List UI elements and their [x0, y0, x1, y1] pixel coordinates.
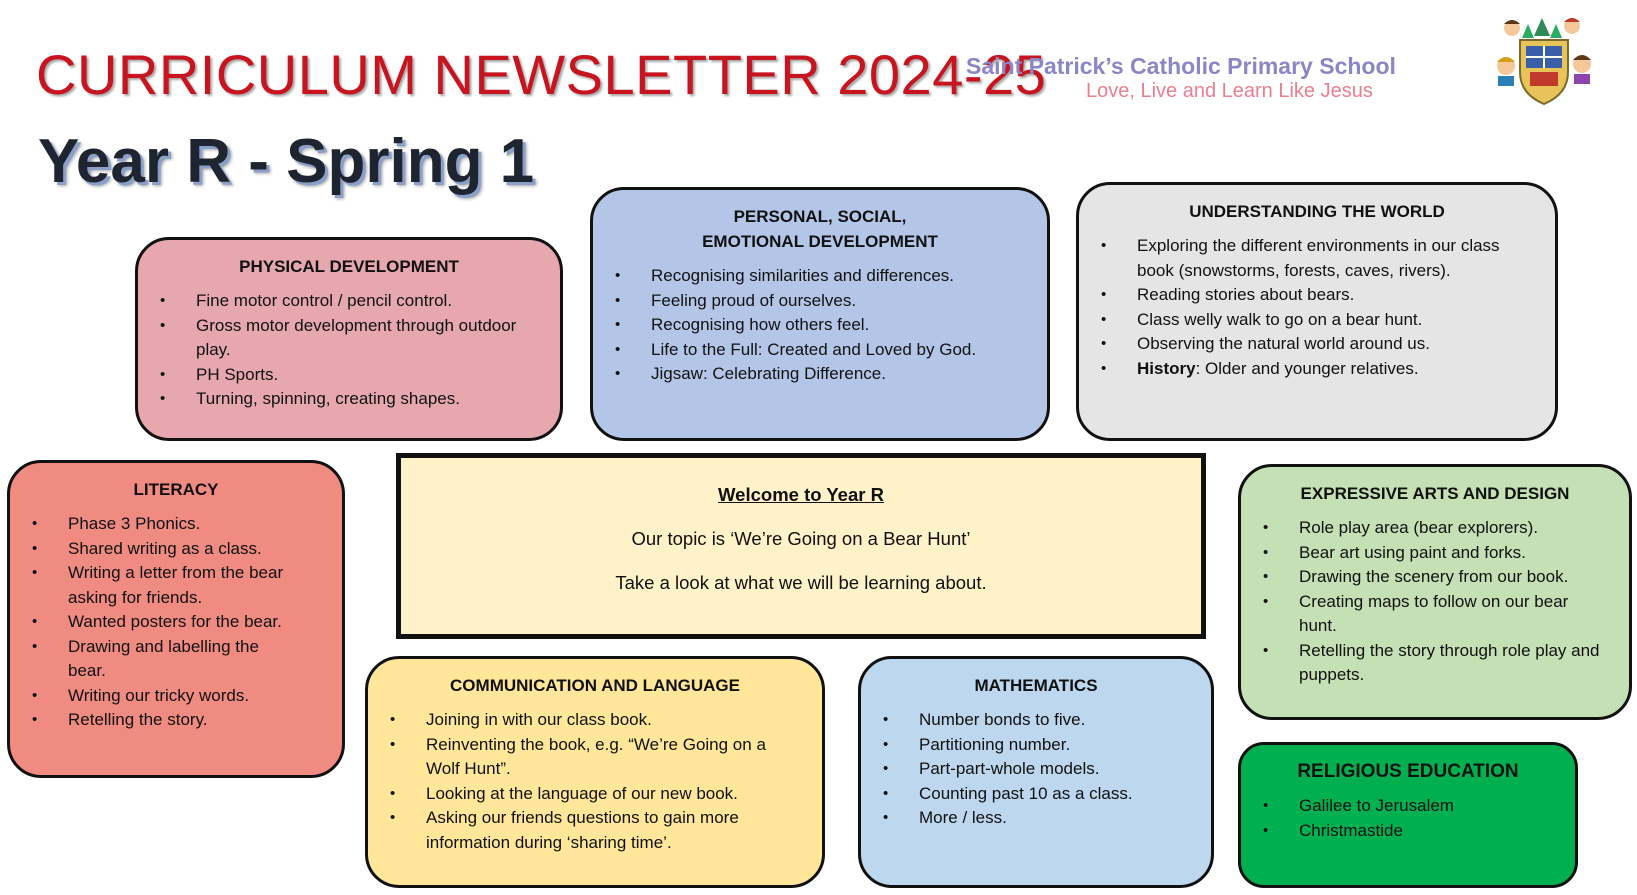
school-motto: Love, Live and Learn Like Jesus — [1086, 80, 1373, 102]
list-item: • Exploring the different environments in our class book (snowstorms, forests, caves, rivers). — [1101, 234, 1533, 283]
list-item: • Recognising similarities and differences. — [615, 264, 1025, 289]
list-item: • Reinventing the book, e.g. “We’re Going on a Wolf Hunt”. — [390, 733, 800, 782]
list-item: • Feeling proud of ourselves. — [615, 289, 1025, 314]
expressive-arts-box — [1238, 464, 1632, 720]
list-item: • Creating maps to follow on our bear hunt. — [1263, 590, 1607, 639]
list-item: • Reading stories about bears. — [1101, 283, 1533, 308]
list-item — [1101, 357, 1533, 382]
list-item: • Life to the Full: Created and Loved by God. — [615, 338, 1025, 363]
mathematics-box — [858, 656, 1214, 888]
box-title: LITERACY — [133, 480, 219, 499]
communication-language-box — [365, 656, 825, 888]
box-title: PHYSICAL DEVELOPMENT — [239, 257, 459, 276]
list-item: • Bear art using paint and forks. — [1263, 541, 1607, 566]
list-item: • Galilee to Jerusalem — [1263, 794, 1553, 819]
list-item: • Asking our friends questions to gain more information during ‘sharing time’. — [390, 806, 800, 855]
list-item: • Number bonds to five. — [883, 708, 1189, 733]
bullet-list — [1263, 794, 1553, 843]
list-item: • Gross motor development through outdoor play. — [160, 314, 538, 363]
list-item: • Phase 3 Phonics. — [32, 512, 320, 537]
bullet-list — [32, 512, 320, 733]
box-title: MATHEMATICS — [974, 676, 1098, 695]
religious-education-box — [1238, 742, 1578, 888]
history-label: History — [1137, 358, 1196, 378]
list-item: • Fine motor control / pencil control. — [160, 289, 538, 314]
understanding-world-box — [1076, 182, 1558, 441]
box-title: PERSONAL, SOCIAL, EMOTIONAL DEVELOPMENT — [702, 207, 938, 251]
bullet-list — [160, 289, 538, 412]
list-item: • PH Sports. — [160, 363, 538, 388]
topic-text: Our topic is ‘We’re Going on a Bear Hunt’ — [631, 528, 971, 549]
list-item: • Looking at the language of our new book. — [390, 782, 800, 807]
school-crest-logo — [1492, 16, 1596, 106]
list-item: • Drawing and labelling the bear. — [32, 635, 320, 684]
newsletter-title: CURRICULUM NEWSLETTER 2024-25 — [36, 43, 1047, 106]
list-item: • Turning, spinning, creating shapes. — [160, 387, 538, 412]
box-title: COMMUNICATION AND LANGUAGE — [450, 676, 740, 695]
list-item: • Retelling the story through role play and puppets. — [1263, 639, 1607, 688]
list-item: • More / less. — [883, 806, 1189, 831]
intro-text: Take a look at what we will be learning about. — [615, 572, 987, 593]
box-title: UNDERSTANDING THE WORLD — [1189, 202, 1445, 221]
literacy-box — [7, 460, 345, 778]
list-item: • Shared writing as a class. — [32, 537, 320, 562]
pse-box — [590, 187, 1050, 441]
list-item: • Wanted posters for the bear. — [32, 610, 320, 635]
history-text: : Older and younger relatives. — [1195, 358, 1419, 378]
physical-development-box — [135, 237, 563, 441]
list-item: • Recognising how others feel. — [615, 313, 1025, 338]
box-title: RELIGIOUS EDUCATION — [1297, 761, 1519, 782]
list-item: • Retelling the story. — [32, 708, 320, 733]
bullet-list — [615, 264, 1025, 387]
list-item: • Observing the natural world around us. — [1101, 332, 1533, 357]
list-item: • Jigsaw: Celebrating Difference. — [615, 362, 1025, 387]
welcome-box — [396, 453, 1206, 639]
school-name: Saint Patrick’s Catholic Primary School — [966, 53, 1396, 79]
list-item: • Drawing the scenery from our book. — [1263, 565, 1607, 590]
list-item: • Joining in with our class book. — [390, 708, 800, 733]
list-item: • Partitioning number. — [883, 733, 1189, 758]
list-item: • Counting past 10 as a class. — [883, 782, 1189, 807]
list-item: • Role play area (bear explorers). — [1263, 516, 1607, 541]
list-item: • Writing our tricky words. — [32, 684, 320, 709]
page-subtitle: Year R - Spring 1 — [38, 127, 535, 196]
welcome-title: Welcome to Year R — [718, 484, 884, 505]
bullet-list — [1263, 516, 1607, 688]
bullet-list — [1101, 234, 1533, 381]
box-title: EXPRESSIVE ARTS AND DESIGN — [1300, 484, 1570, 503]
list-item: • Class welly walk to go on a bear hunt. — [1101, 308, 1533, 333]
bullet-list — [883, 708, 1189, 831]
list-item: • Writing a letter from the bear asking for friends. — [32, 561, 320, 610]
list-item: • Part-part-whole models. — [883, 757, 1189, 782]
bullet-list — [390, 708, 800, 855]
list-item: • Christmastide — [1263, 819, 1553, 844]
